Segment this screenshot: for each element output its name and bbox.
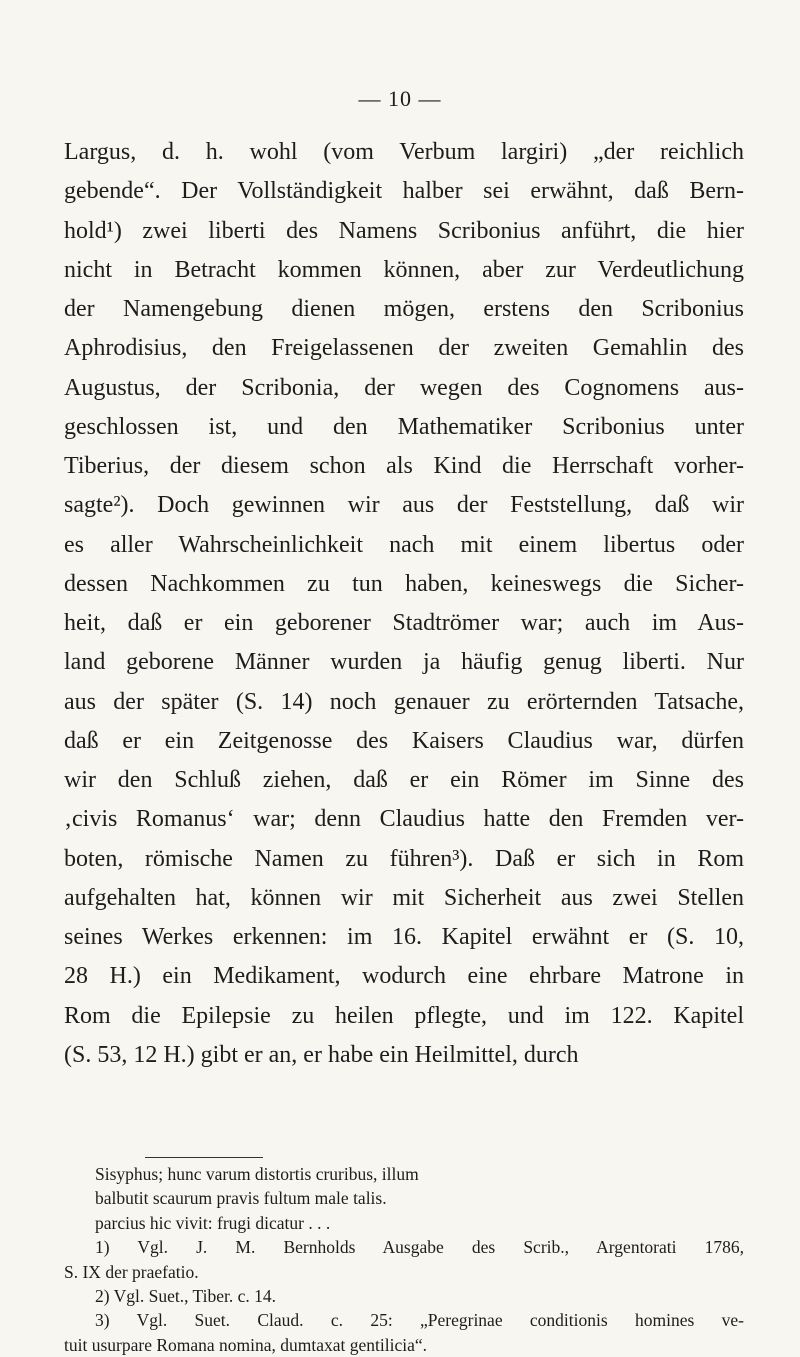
text-line: Tiberius, der diesem schon als Kind die Herrschaft vorher- [64, 453, 744, 479]
text-line: geschlossen ist, und den Mathematiker Scribonius unter [64, 413, 744, 440]
text-line: Rom die Epilepsie zu heilen pflegte, und im 122. Kapitel [64, 1002, 744, 1029]
text-line: daß er ein Zeitgenosse des Kaisers Claudius war, dürfen [64, 727, 744, 754]
text-line: es aller Wahrscheinlichkeit nach mit einem libertus oder [64, 531, 744, 558]
text-line: Aphrodisius, den Freigelassenen der zweiten Gemahlin des [64, 335, 744, 362]
verse-line: parcius hic vivit: frugi dicatur . . . [95, 1212, 331, 1233]
text-line: Largus, d. h. wohl (vom Verbum largiri) „der reichlich [64, 139, 744, 165]
footnote-3-continued: tuit usurpare Romana nomina, dumtaxat gentilicia“. [64, 1334, 428, 1355]
text-line: der Namengebung dienen mögen, erstens den Scribonius [64, 296, 744, 322]
footnote-3: 3) Vgl. Suet. Claud. c. 25: „Peregrinae conditionis homines ve- [95, 1310, 744, 1331]
text-line: dessen Nachkommen zu tun haben, keineswegs die Sicher- [64, 570, 744, 597]
text-line: (S. 53, 12 H.) gibt er an, er habe ein Heilmittel, durch [64, 1041, 579, 1068]
text-line: heit, daß er ein geborener Stadtrömer war; auch im Aus- [64, 610, 744, 636]
text-line: seines Werkes erkennen: im 16. Kapitel erwähnt er (S. 10, [64, 924, 744, 950]
text-line: wir den Schluß ziehen, daß er ein Römer im Sinne des [64, 767, 744, 793]
footnote-1: 1) Vgl. J. M. Bernholds Ausgabe des Scrib., Argentorati 1786, [95, 1237, 744, 1258]
text-line: hold¹) zwei liberti des Namens Scribonius anführt, die hier [64, 217, 744, 244]
main-text [64, 133, 744, 1075]
footnote-separator [145, 1157, 263, 1158]
text-line: land geborene Männer wurden ja häufig genug liberti. Nur [64, 649, 744, 676]
verse-line: balbutit scaurum pravis fultum male talis. [95, 1188, 387, 1209]
text-line: sagte²). Doch gewinnen wir aus der Feststellung, daß wir [64, 492, 744, 519]
footnote-2: 2) Vgl. Suet., Tiber. c. 14. [95, 1285, 277, 1306]
footnotes [64, 1162, 744, 1357]
text-line: gebende“. Der Vollständigkeit halber sei erwähnt, daß Bern- [64, 178, 744, 205]
text-line: Augustus, der Scribonia, der wegen des Cognomens aus- [64, 374, 744, 401]
text-line: ‚civis Romanus‘ war; denn Claudius hatte den Fremden ver- [64, 806, 744, 833]
page-number: — 10 — [358, 86, 442, 111]
footnote-1-continued: S. IX der praefatio. [64, 1261, 199, 1282]
text-line: aus der später (S. 14) noch genauer zu erörternden Tatsache, [64, 688, 744, 715]
text-line: aufgehalten hat, können wir mit Sicherheit aus zwei Stellen [64, 884, 744, 911]
text-line: boten, römische Namen zu führen³). Daß er sich in Rom [64, 845, 744, 872]
verse-line: Sisyphus; hunc varum distortis cruribus, illum [95, 1164, 419, 1184]
text-line: nicht in Betracht kommen können, aber zur Verdeutlichung [64, 256, 744, 283]
text-line: 28 H.) ein Medikament, wodurch eine ehrbare Matrone in [64, 963, 744, 990]
